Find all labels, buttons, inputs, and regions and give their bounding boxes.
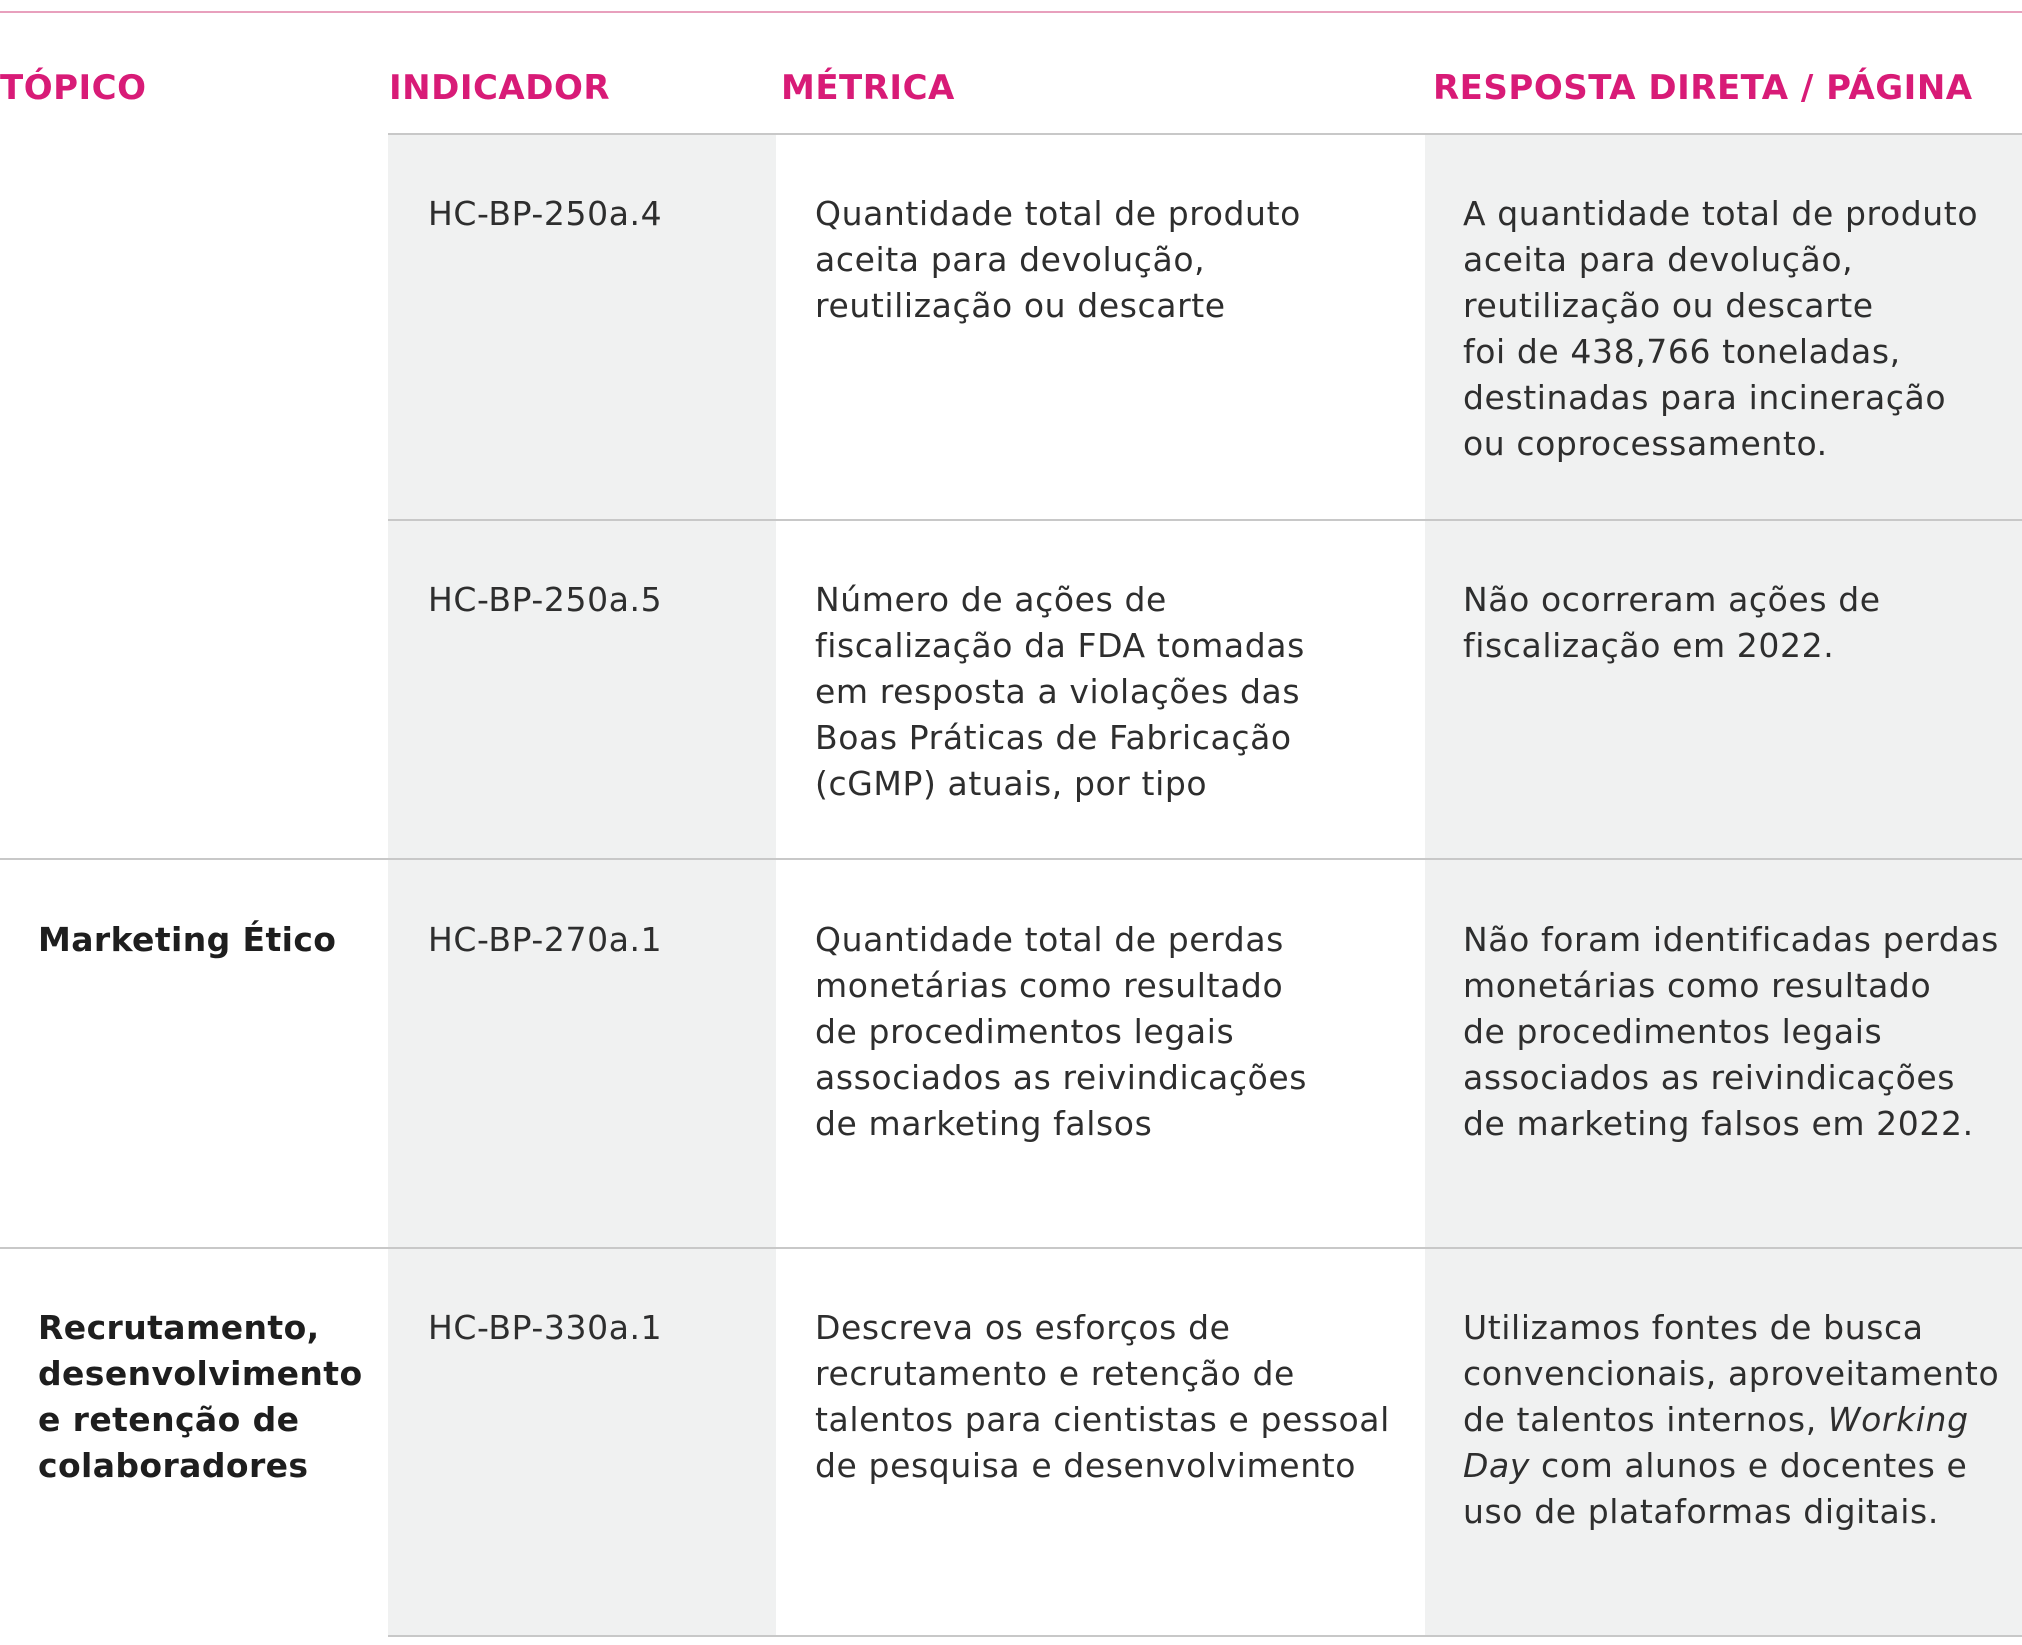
header-resposta: RESPOSTA DIRETA / PÁGINA: [1433, 68, 1973, 108]
indicator-column-shade: [388, 134, 776, 1636]
metric-cell: Quantidade total de perdas monetárias como resultado de procedimentos legais associados as reivindicações de marketing falsos: [815, 920, 1308, 1143]
topic-cell: Marketing Ético: [38, 920, 337, 959]
header-topico: TÓPICO: [0, 68, 147, 108]
metric-cell: Quantidade total de produto aceita para devolução, reutilização ou descarte: [815, 194, 1301, 325]
indicator-cell: HC-BP-250a.5: [428, 580, 663, 619]
response-cell: [1463, 1305, 2018, 1535]
response-text: com alunos e docentes e uso de plataformas digitais.: [1463, 1446, 1968, 1531]
metric-cell: Número de ações de fiscalização da FDA tomadas em resposta a violações das Boas Práticas de Fabricação (cGMP) atuais, por tipo: [815, 580, 1305, 803]
response-italic-text: Working Day: [1463, 1400, 1969, 1485]
header-divider: [388, 133, 2022, 135]
topic-cell: Recrutamento, desenvolvimento e retenção de colaboradores: [38, 1308, 363, 1485]
top-rule: [0, 11, 2022, 13]
indicator-cell: HC-BP-270a.1: [428, 920, 663, 959]
table-bottom-rule: [388, 1635, 2022, 1637]
row-divider: [388, 519, 2022, 521]
indicator-cell: HC-BP-330a.1: [428, 1308, 663, 1347]
response-text: Utilizamos fontes de busca convencionais, aproveitamento de talentos internos,: [1463, 1308, 2000, 1439]
row-divider: [0, 858, 2022, 860]
response-cell: Não ocorreram ações de fiscalização em 2022.: [1463, 580, 1881, 665]
metric-cell: Descreva os esforços de recrutamento e retenção de talentos para cientistas e pessoal de pesquisa e desenvolvimento: [815, 1308, 1390, 1485]
response-cell: Não foram identificadas perdas monetárias como resultado de procedimentos legais associados as reivindicações de marketing falsos em 2022.: [1463, 920, 1999, 1143]
header-indicador: INDICADOR: [389, 68, 611, 108]
table-header: [0, 68, 2022, 128]
response-cell: A quantidade total de produto aceita para devolução, reutilização ou descarte foi de 438,766 toneladas, destinadas para incineração ou coprocessamento.: [1463, 194, 1979, 463]
indicator-cell: HC-BP-250a.4: [428, 194, 663, 233]
row-divider: [0, 1247, 2022, 1249]
header-metrica: MÉTRICA: [781, 68, 955, 108]
